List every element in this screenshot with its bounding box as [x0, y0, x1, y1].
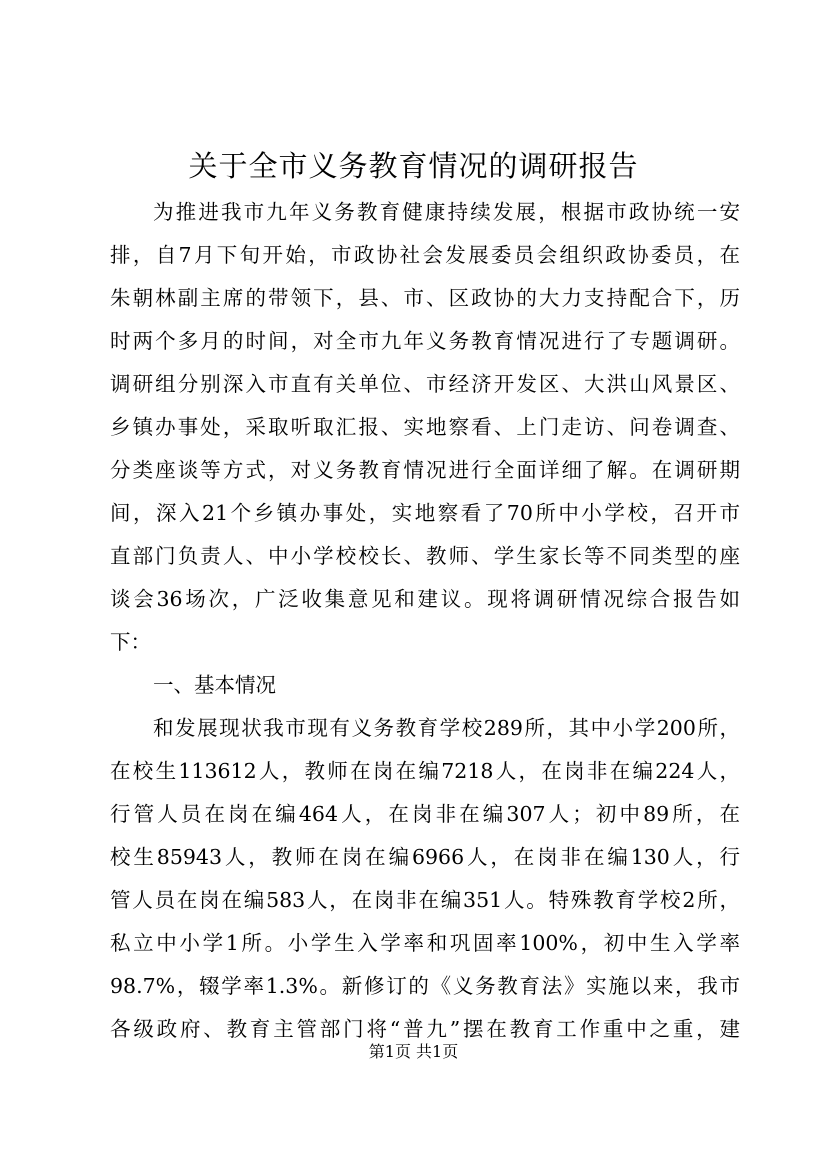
- body-line-4: 时两个多月的时间，对全市九年义务教育情况进行了专题调研。: [110, 329, 740, 353]
- body-line-11: 下：: [110, 630, 151, 654]
- document-title: 关于全市义务教育情况的调研报告: [188, 149, 639, 183]
- body-line-1: 为推进我市九年义务教育健康持续发展，根据市政协统一安: [153, 200, 740, 224]
- body-line-6: 乡镇办事处，采取听取汇报、实地察看、上门走访、问卷调查、: [110, 415, 740, 439]
- section-heading: 一、基本情况: [153, 673, 276, 697]
- body-line-8: 间，深入21个乡镇办事处，实地察看了70所中小学校，召开市: [110, 501, 740, 525]
- body-line-20: 各级政府、教育主管部门将“普九”摆在教育工作重中之重，建: [110, 1017, 740, 1041]
- body-line-3: 朱朝林副主席的带领下，县、市、区政协的大力支持配合下，历: [110, 286, 740, 310]
- page-footer: 第1页 共1页: [368, 1042, 459, 1061]
- body-line-9: 直部门负责人、中小学校校长、教师、学生家长等不同类型的座: [110, 544, 740, 568]
- body-line-15: 行管人员在岗在编464人，在岗非在编307人；初中89所，在: [110, 802, 740, 826]
- body-line-5: 调研组分别深入市直有关单位、市经济开发区、大洪山风景区、: [110, 372, 740, 396]
- body-line-17: 管人员在岗在编583人，在岗非在编351人。特殊教育学校2所，: [110, 888, 740, 912]
- body-line-19: 98.7%，辍学率1.3%。新修订的《义务教育法》实施以来，我市: [110, 974, 740, 998]
- body-line-16: 校生85943人，教师在岗在编6966人，在岗非在编130人，行: [110, 845, 740, 869]
- body-line-14: 在校生113612人，教师在岗在编7218人，在岗非在编224人，: [110, 759, 740, 783]
- body-line-7: 分类座谈等方式，对义务教育情况进行全面详细了解。在调研期: [110, 458, 740, 482]
- body-line-13: 和发展现状我市现有义务教育学校289所，其中小学200所，: [153, 716, 740, 740]
- body-line-10: 谈会36场次，广泛收集意见和建议。现将调研情况综合报告如: [110, 587, 740, 611]
- body-line-18: 私立中小学1所。小学生入学率和巩固率100%，初中生入学率: [110, 931, 740, 955]
- body-line-2: 排，自7月下旬开始，市政协社会发展委员会组织政协委员，在: [110, 243, 740, 267]
